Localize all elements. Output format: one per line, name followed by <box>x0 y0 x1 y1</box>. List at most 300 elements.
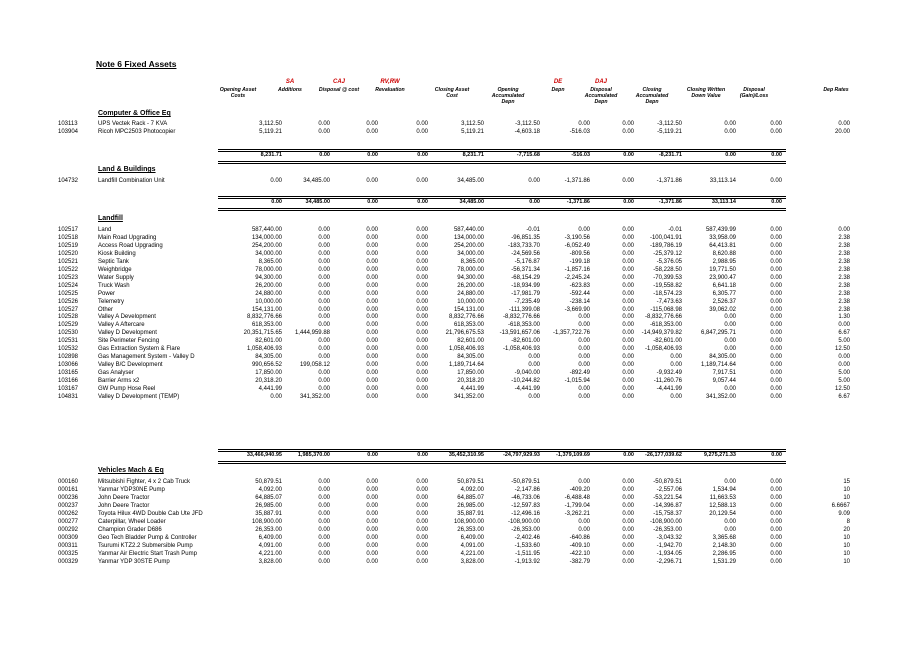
cell-value: 0.00 <box>366 274 378 281</box>
cell-value: 8,365.00 <box>460 258 484 265</box>
asset-code: 104732 <box>58 178 79 184</box>
cell-value: -422.10 <box>569 550 590 557</box>
cell-value: 0.00 <box>724 346 736 353</box>
cell-value: -409.20 <box>569 486 590 493</box>
asset-code: 000237 <box>58 502 79 509</box>
cell-value: -1,942.70 <box>656 542 682 549</box>
cell-value: 0.00 <box>622 542 634 549</box>
cell-value: -14,949,379.82 <box>641 330 682 337</box>
table-row <box>0 177 918 186</box>
cell-value: -8,832,776.66 <box>502 314 540 321</box>
cell-value: 0.00 <box>366 227 378 233</box>
cell-value: 0.00 <box>528 362 540 369</box>
cell-value: -19,558.82 <box>653 282 682 289</box>
cell-value: 0.00 <box>622 338 634 345</box>
asset-code: 102531 <box>58 338 79 345</box>
column-label: Disposal (Gain)/Loss <box>739 87 769 99</box>
cell-value: 1,189,714.64 <box>700 362 736 369</box>
cell-value: 0.00 <box>770 542 782 549</box>
asset-code: 102525 <box>58 290 79 297</box>
cell-value: -56,371.34 <box>511 266 540 273</box>
cell-value: 0.00 <box>318 479 330 485</box>
column-label: Disposal Accumulated Depn <box>584 87 618 105</box>
cell-value: 0.00 <box>770 178 782 184</box>
cell-value: 10 <box>843 486 850 493</box>
cell-value: 0.00 <box>318 534 330 541</box>
column-header <box>216 79 260 103</box>
cell-value: 1,189,714.64 <box>448 362 484 369</box>
cell-value: -409.10 <box>569 542 590 549</box>
cell-value: 0.00 <box>416 298 428 305</box>
cell-value: 0.00 <box>770 510 782 517</box>
asset-code: 102520 <box>58 250 79 257</box>
cell-value: 0.00 <box>366 258 378 265</box>
asset-description: Gas Extraction System & Flare <box>98 346 181 353</box>
asset-description: Land <box>98 227 112 233</box>
cell-value: 0.00 <box>578 518 590 525</box>
asset-code: 000277 <box>58 518 79 525</box>
column-header <box>429 79 475 103</box>
column-header <box>683 79 729 103</box>
cell-value: 23,900.47 <box>709 274 736 281</box>
cell-value: 10,000.00 <box>457 298 484 305</box>
cell-value: 0.00 <box>578 338 590 345</box>
cell-value: 20,351,715.65 <box>243 330 282 337</box>
cell-value: -12,597.83 <box>511 502 540 509</box>
cell-value: 0.00 <box>416 502 428 509</box>
cell-value: 20,318.20 <box>255 378 282 385</box>
cell-value: -10,244.82 <box>511 378 540 385</box>
asset-code: 102528 <box>58 314 79 321</box>
cell-value: 0.00 <box>622 234 634 241</box>
total-value: 33,113.14 <box>711 199 736 205</box>
cell-value: -199.18 <box>569 258 590 265</box>
total-value: 1,985,370.00 <box>297 452 330 458</box>
cell-value: 8 <box>846 518 850 525</box>
cell-value: 0.00 <box>318 121 330 127</box>
cell-value: 2,526.37 <box>712 298 736 305</box>
cell-value: 10 <box>843 534 850 541</box>
cell-value: 0.00 <box>770 306 782 313</box>
cell-value: 134,000.00 <box>453 234 484 241</box>
cell-value: 0.00 <box>416 558 428 565</box>
cell-value: 341,352.00 <box>705 393 736 400</box>
cell-value: -82,601.00 <box>653 338 682 345</box>
cell-value: 0.00 <box>622 486 634 493</box>
cell-value: 0.00 <box>416 250 428 257</box>
cell-value: 20,318.20 <box>457 378 484 385</box>
section-heading: Vehicles Mach & Eq <box>98 467 164 474</box>
cell-value: 0.00 <box>318 298 330 305</box>
cell-value: 108,900.00 <box>453 518 484 525</box>
cell-value: 0.00 <box>366 128 378 135</box>
cell-value: 0.00 <box>528 354 540 361</box>
cell-value: 108,900.00 <box>251 518 282 525</box>
cell-value: 5.00 <box>838 378 850 385</box>
cell-value: 10 <box>843 494 850 501</box>
cell-value: -3,043.32 <box>656 534 682 541</box>
total-value: 9,275,271.33 <box>703 452 736 458</box>
cell-value: 0.00 <box>622 494 634 501</box>
asset-code: 104831 <box>58 393 79 400</box>
cell-value: 0.00 <box>670 354 682 361</box>
asset-description: Mitsubishi Fighter, 4 x 2 Cab Truck <box>98 479 191 485</box>
total-value: -26,177,039.62 <box>644 452 682 458</box>
asset-code: 102523 <box>58 274 79 281</box>
asset-code: 102898 <box>58 354 79 361</box>
cell-value: 0.00 <box>318 526 330 533</box>
cell-value: 0.00 <box>622 518 634 525</box>
cell-value: 0.00 <box>622 274 634 281</box>
cell-value: 3,828.00 <box>460 558 484 565</box>
cell-value: 0.00 <box>318 558 330 565</box>
asset-description: Valley B/C Development <box>98 362 163 369</box>
cell-value: -6,488.48 <box>564 494 590 501</box>
cell-value: -3,669.90 <box>564 306 590 313</box>
cell-value: 0.00 <box>318 510 330 517</box>
total-value: 0.00 <box>367 452 378 458</box>
asset-description: Ricoh MPC2503 Photocopier <box>98 128 176 135</box>
cell-value: 0.00 <box>622 502 634 509</box>
cell-value: 10 <box>843 550 850 557</box>
asset-description: Septic Tank <box>98 258 129 265</box>
cell-value: 0.00 <box>724 338 736 345</box>
cell-value: 24,880.00 <box>457 290 484 297</box>
cell-value: 587,440.00 <box>251 227 282 233</box>
cell-value: -7,473.63 <box>656 298 682 305</box>
cell-value: 6,305.77 <box>712 290 736 297</box>
asset-code: 000325 <box>58 550 79 557</box>
cell-value: 0.00 <box>270 393 282 400</box>
total-value: 0.00 <box>529 199 540 205</box>
section-heading: Land & Buildings <box>98 166 156 173</box>
cell-value: 0.00 <box>724 479 736 485</box>
cell-value: 0.00 <box>622 550 634 557</box>
table-row <box>0 558 918 567</box>
cell-value: 0.00 <box>622 258 634 265</box>
cell-value: -3,190.56 <box>564 234 590 241</box>
cell-value: 0.00 <box>622 558 634 565</box>
cell-value: 0.00 <box>318 227 330 233</box>
cell-value: 2.38 <box>838 306 850 313</box>
cell-value: 2,286.95 <box>712 550 736 557</box>
total-value: 8,231.71 <box>462 152 484 158</box>
total-value: 0.00 <box>771 452 782 458</box>
cell-value: 0.00 <box>318 242 330 249</box>
cell-value: -183,733.70 <box>507 242 540 249</box>
cell-value: 0.00 <box>622 393 634 400</box>
cell-value: 0.00 <box>366 266 378 273</box>
cell-value: -68,154.29 <box>511 274 540 281</box>
cell-value: -1,913.92 <box>514 558 540 565</box>
cell-value: 17,850.00 <box>457 370 484 377</box>
cell-value: 0.00 <box>416 314 428 321</box>
cell-value: -2,402.46 <box>514 534 540 541</box>
cell-value: 0.00 <box>838 354 850 361</box>
cell-value: 6,641.18 <box>712 282 736 289</box>
cell-value: 0.00 <box>770 486 782 493</box>
cell-value: 84,305.00 <box>255 354 282 361</box>
cell-value: 35,887.91 <box>255 510 282 517</box>
cell-value: 0.00 <box>270 178 282 184</box>
cell-value: 0.00 <box>416 227 428 233</box>
cell-value: 0.00 <box>318 354 330 361</box>
cell-value: 5.00 <box>838 338 850 345</box>
cell-value: 4,441.99 <box>258 386 282 392</box>
cell-value: 26,985.00 <box>457 502 484 509</box>
column-code: DAJ <box>594 79 607 85</box>
asset-description: Gas Analyser <box>98 370 134 377</box>
total-value: 0.00 <box>623 199 634 205</box>
column-label: Additions <box>278 87 302 93</box>
column-label: Revaluation <box>375 87 405 93</box>
cell-value: 0.00 <box>528 178 540 184</box>
cell-value: -12,496.16 <box>511 510 540 517</box>
cell-value: 0.00 <box>366 290 378 297</box>
cell-value: 2.38 <box>838 242 850 249</box>
cell-value: 0.00 <box>416 534 428 541</box>
cell-value: -14,396.87 <box>653 502 682 509</box>
cell-value: 990,656.52 <box>251 362 282 369</box>
cell-value: -1,058,406.93 <box>644 346 682 353</box>
asset-code: 102522 <box>58 266 79 273</box>
cell-value: 618,353.00 <box>453 322 484 329</box>
cell-value: 0.00 <box>318 314 330 321</box>
cell-value: 4,221.00 <box>460 550 484 557</box>
cell-value: 0.00 <box>622 128 634 135</box>
asset-description: Site Perimeter Fencing <box>98 338 160 345</box>
cell-value: 0.00 <box>366 386 378 392</box>
cell-value: 587,440.00 <box>453 227 484 233</box>
asset-code: 103904 <box>58 128 79 135</box>
section-total <box>0 451 918 460</box>
cell-value: -46,733.06 <box>511 494 540 501</box>
column-header <box>485 79 531 103</box>
cell-value: 9.09 <box>838 510 850 517</box>
cell-value: 0.00 <box>770 393 782 400</box>
cell-value: 64,885.07 <box>457 494 484 501</box>
column-label: Opening Accumulated Depn <box>491 87 525 105</box>
cell-value: 0.00 <box>622 354 634 361</box>
column-header <box>368 79 412 103</box>
cell-value: 0.00 <box>318 258 330 265</box>
cell-value: 0.00 <box>416 550 428 557</box>
asset-code: 102521 <box>58 258 79 265</box>
cell-value: 0.00 <box>366 362 378 369</box>
cell-value: 0.00 <box>578 386 590 392</box>
total-value: -1,379,109.69 <box>556 452 590 458</box>
asset-code: 102518 <box>58 234 79 241</box>
cell-value: 154,131.00 <box>453 306 484 313</box>
cell-value: -4,603.18 <box>514 128 540 135</box>
cell-value: 94,300.00 <box>255 274 282 281</box>
cell-value: -0.01 <box>526 227 540 233</box>
column-header <box>270 79 310 103</box>
table-row <box>0 393 918 402</box>
cell-value: 0.00 <box>318 378 330 385</box>
asset-code: 000262 <box>58 510 79 517</box>
cell-value: 34,485.00 <box>457 178 484 184</box>
total-value: 0.00 <box>417 199 428 205</box>
cell-value: 0.00 <box>366 121 378 127</box>
asset-code: 102517 <box>58 227 79 233</box>
cell-value: 24,880.00 <box>255 290 282 297</box>
cell-value: 0.00 <box>670 362 682 369</box>
cell-value: 8,832,776.66 <box>246 314 282 321</box>
cell-value: 0.00 <box>578 322 590 329</box>
cell-value: 0.00 <box>318 338 330 345</box>
cell-value: 154,131.00 <box>251 306 282 313</box>
column-code: SA <box>285 79 295 85</box>
cell-value: 0.00 <box>770 282 782 289</box>
asset-code: 000311 <box>58 542 78 549</box>
cell-value: 0.00 <box>318 274 330 281</box>
cell-value: 0.00 <box>416 290 428 297</box>
cell-value: -26,353.00 <box>653 526 682 533</box>
cell-value: 0.00 <box>770 274 782 281</box>
cell-value: -108,900.00 <box>507 518 540 525</box>
column-label: Dep Rates <box>823 87 849 93</box>
cell-value: -1,058,406.93 <box>502 346 540 353</box>
cell-value: 0.00 <box>416 128 428 135</box>
cell-value: 0.00 <box>318 542 330 549</box>
cell-value: 254,200.00 <box>251 242 282 249</box>
asset-code: 000292 <box>58 526 79 533</box>
total-value: 8,231.71 <box>260 152 282 158</box>
cell-value: 0.00 <box>318 306 330 313</box>
cell-value: -0.01 <box>668 227 682 233</box>
cell-value: 34,000.00 <box>255 250 282 257</box>
asset-description: Telemetry <box>98 298 125 305</box>
cell-value: 19,771.50 <box>709 266 736 273</box>
cell-value: 0.00 <box>578 526 590 533</box>
asset-code: 102524 <box>58 282 79 289</box>
cell-value: -25,379.12 <box>653 250 682 257</box>
column-header <box>816 79 856 103</box>
cell-value: 4,221.00 <box>258 550 282 557</box>
column-label: Depn <box>551 87 565 93</box>
cell-value: 0.00 <box>366 502 378 509</box>
asset-description: Tsurumi KTZ2.2 Submersible Pump <box>98 542 193 549</box>
asset-description: Caterpillar, Wheel Loader <box>98 518 166 525</box>
cell-value: 0.00 <box>578 362 590 369</box>
cell-value: 0.00 <box>318 266 330 273</box>
cell-value: 0.00 <box>838 121 850 127</box>
column-label: Opening Asset Costs <box>219 87 257 99</box>
cell-value: -1,799.04 <box>564 502 590 509</box>
cell-value: 0.00 <box>770 266 782 273</box>
section-heading: Landfill <box>98 215 123 222</box>
cell-value: 2.38 <box>838 298 850 305</box>
cell-value: 0.00 <box>416 346 428 353</box>
cell-value: 4,441.99 <box>460 386 484 392</box>
cell-value: -2,296.71 <box>656 558 682 565</box>
asset-description: John Deere Tractor <box>98 494 150 501</box>
table-row <box>0 128 918 137</box>
cell-value: 0.00 <box>366 314 378 321</box>
cell-value: 1,534.94 <box>712 486 736 493</box>
total-value: -1,371.86 <box>566 199 590 205</box>
cell-value: -50,879.51 <box>653 479 682 485</box>
asset-description: Landfill Combination Unit <box>98 178 165 184</box>
cell-value: -111,399.08 <box>508 306 540 313</box>
cell-value: 0.00 <box>366 550 378 557</box>
cell-value: 0.00 <box>318 494 330 501</box>
asset-description: Weighbridge <box>98 266 132 273</box>
asset-description: Yanmar YDP 30STE Pump <box>98 558 170 565</box>
cell-value: 2,148.30 <box>712 542 736 549</box>
cell-value: 0.00 <box>366 494 378 501</box>
cell-value: 0.00 <box>770 330 782 337</box>
section-total <box>0 198 918 207</box>
total-value: -516.03 <box>571 152 590 158</box>
cell-value: 0.00 <box>770 227 782 233</box>
cell-value: 10 <box>843 558 850 565</box>
cell-value: 0.00 <box>770 314 782 321</box>
cell-value: 0.00 <box>366 378 378 385</box>
cell-value: 1.30 <box>838 314 850 321</box>
cell-value: -5,119.21 <box>657 128 682 135</box>
cell-value: -18,934.99 <box>511 282 540 289</box>
cell-value: -15,758.37 <box>653 510 682 517</box>
cell-value: 0.00 <box>366 534 378 541</box>
cell-value: -640.86 <box>569 534 590 541</box>
cell-value: -2,245.24 <box>564 274 590 281</box>
cell-value: 0.00 <box>838 322 850 329</box>
cell-value: 1,058,406.93 <box>246 346 282 353</box>
cell-value: -24,569.56 <box>511 250 540 257</box>
cell-value: 0.00 <box>528 393 540 400</box>
asset-code: 103165 <box>58 370 79 377</box>
cell-value: 0.00 <box>416 234 428 241</box>
cell-value: 0.00 <box>622 250 634 257</box>
cell-value: 0.00 <box>416 274 428 281</box>
column-header <box>581 79 621 103</box>
cell-value: 39,062.02 <box>709 306 736 313</box>
cell-value: 0.00 <box>622 298 634 305</box>
cell-value: 0.00 <box>770 479 782 485</box>
asset-code: 103113 <box>58 121 78 127</box>
asset-description: Barrier Arms x2 <box>98 378 140 385</box>
cell-value: 0.00 <box>770 242 782 249</box>
cell-value: 2.38 <box>838 234 850 241</box>
cell-value: 0.00 <box>366 370 378 377</box>
total-value: 0.00 <box>623 152 634 158</box>
total-value: 0.00 <box>771 199 782 205</box>
cell-value: 0.00 <box>578 354 590 361</box>
column-header <box>733 79 775 103</box>
cell-value: 0.00 <box>622 290 634 297</box>
total-value: -7,715.68 <box>516 152 540 158</box>
cell-value: 134,000.00 <box>251 234 282 241</box>
total-value: 0.00 <box>271 199 282 205</box>
asset-code: 000309 <box>58 534 79 541</box>
cell-value: 0.00 <box>416 510 428 517</box>
asset-description: Kiosk Building <box>98 250 136 257</box>
cell-value: 0.00 <box>724 121 736 127</box>
total-value: 0.00 <box>367 152 378 158</box>
asset-description: Valley D Development <box>98 330 157 337</box>
cell-value: 0.00 <box>318 322 330 329</box>
cell-value: 0.00 <box>416 494 428 501</box>
cell-value: 3,365.68 <box>712 534 736 541</box>
cell-value: 3,112.50 <box>461 121 484 127</box>
cell-value: 0.00 <box>318 550 330 557</box>
asset-description: Main Road Upgrading <box>98 234 157 241</box>
total-value: 0.00 <box>623 452 634 458</box>
cell-value: 26,353.00 <box>255 526 282 533</box>
cell-value: -2,147.86 <box>514 486 540 493</box>
